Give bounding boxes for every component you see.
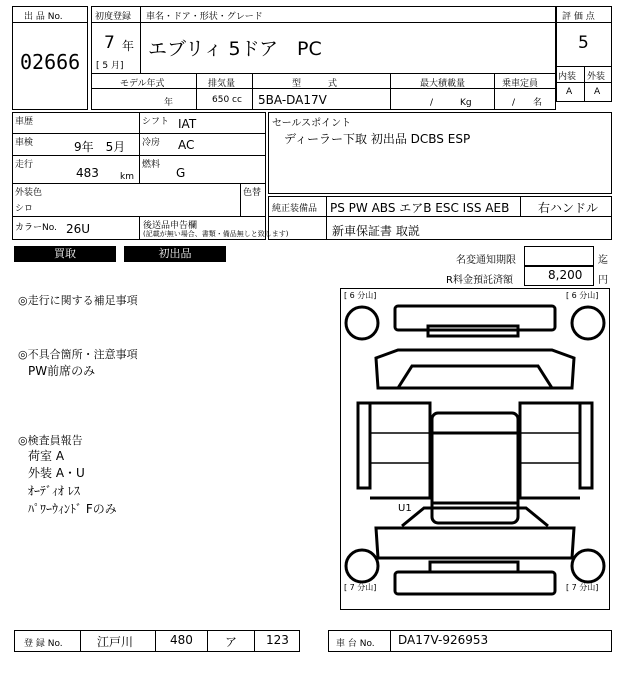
first-listing-tag: 初出品 <box>124 246 226 262</box>
car-name-label: 車名・ドア・形状・グレード <box>146 12 263 22</box>
chassis-label: 車 台 No. <box>336 639 375 649</box>
wheel-rear-right <box>572 550 604 582</box>
sales-point-text: ディーラー下取 初出品 DCBS ESP <box>284 132 471 146</box>
registration-year: 7 <box>104 33 115 53</box>
capacity-label: 乗車定員 <box>502 79 539 89</box>
registration-class: 480 <box>170 633 193 647</box>
rear-bumper <box>395 572 555 594</box>
recycle-label: R料金預託済額 <box>446 275 513 286</box>
wheel-front-right <box>572 307 604 339</box>
displacement: 650 cc <box>212 95 242 105</box>
score-label: 評 価 点 <box>562 12 595 22</box>
front-hood-outline <box>376 350 574 388</box>
right-panel-line <box>520 433 580 463</box>
defects-body: PW前席のみ <box>28 364 96 378</box>
tire-tread-rear-left: [ 7 分山] <box>344 583 377 592</box>
registration-kana: ア <box>225 635 238 649</box>
tire-tread-rear-right: [ 7 分山] <box>566 583 599 592</box>
registration-number: 123 <box>266 633 289 647</box>
interior-label: 内装 <box>558 72 577 82</box>
right-door-line <box>520 403 580 498</box>
interior-score: A <box>566 87 573 97</box>
left-side-profile <box>358 403 370 488</box>
capacity: / 名 <box>512 98 543 108</box>
inspection-value: 9年 5月 <box>74 140 126 154</box>
inspector-line: ｵｰﾃﾞｨｵ ﾚｽ <box>28 484 80 498</box>
mileage-unit: km <box>120 172 134 182</box>
front-windshield-outline <box>398 366 552 388</box>
wheel-front-left <box>346 307 378 339</box>
sales-point-label: セールスポイント <box>272 118 352 129</box>
mileage-value: 483 <box>76 166 99 180</box>
name-change-label: 名変通知期限 <box>456 255 516 266</box>
car-body-diagram <box>340 288 610 610</box>
model-year-unit: 年 <box>164 98 174 108</box>
name-change-box <box>524 246 594 266</box>
shift-label: シフト <box>142 117 170 127</box>
equipment-label: 純正装備品 <box>272 204 318 214</box>
inspector-line: ﾊﾟﾜｰｳｨﾝﾄﾞ Fのみ <box>28 502 117 516</box>
rear-hatch-outline <box>376 528 574 558</box>
displacement-label: 排気量 <box>208 79 236 89</box>
tire-tread-front-left: [ 6 分山] <box>344 291 377 300</box>
model-code: 5BA-DA17V <box>258 93 327 107</box>
ac-value: AC <box>178 138 195 152</box>
exterior-score: A <box>594 87 601 97</box>
lot-number: 02666 <box>20 50 81 74</box>
left-door-line <box>370 403 430 498</box>
car-name: エブリィ 5ドア PC <box>148 38 322 60</box>
right-side-profile <box>580 403 592 488</box>
chassis-number: DA17V-926953 <box>398 633 489 647</box>
aftermarket-label: 後送品申告欄 <box>143 221 198 231</box>
aftermarket-note: (記載が無い場合、書類・備品無しと致します) <box>143 230 289 238</box>
type-label: 型 式 <box>292 79 338 89</box>
ac-label: 冷房 <box>142 138 161 148</box>
exterior-color-label: 外装色 <box>15 188 43 198</box>
fuel-label: 燃料 <box>142 160 161 170</box>
registration-year-unit: 年 <box>122 39 135 53</box>
registration-area: 江戸川 <box>97 635 134 649</box>
score-value: 5 <box>578 33 589 53</box>
rear-plate-area <box>430 562 518 572</box>
inspector-line: 外装 A・U <box>28 466 85 480</box>
shift-value: IAT <box>178 117 197 131</box>
inspection-label: 車検 <box>15 138 34 148</box>
recycle-value: 8,200 <box>548 268 583 282</box>
model-year-label: モデル年式 <box>120 79 165 89</box>
inspector-line: 荷室 A <box>28 449 65 463</box>
registration-label: 登 録 No. <box>24 639 63 649</box>
color-change-label: 色替 <box>243 188 262 198</box>
wheel-rear-left <box>346 550 378 582</box>
inspector-title: ◎検査員報告 <box>18 434 83 447</box>
registration-month: [ 5 月] <box>96 61 124 71</box>
fuel-value: G <box>176 166 186 180</box>
warranty-docs: 新車保証書 取説 <box>332 224 420 238</box>
mileage-label: 走行 <box>15 160 34 170</box>
first-registration-label: 初度登録 <box>95 12 132 22</box>
recycle-unit: 円 <box>598 275 608 286</box>
lot-number-label: 出 品 No. <box>24 12 63 22</box>
driving-notes-title: ◎走行に関する補足事項 <box>18 294 138 307</box>
color-number: 26U <box>66 222 91 236</box>
history-label: 車歴 <box>15 117 34 127</box>
steering-side: 右ハンドル <box>538 201 599 215</box>
color-number-label: カラーNo. <box>15 223 57 233</box>
damage-mark-u1: U1 <box>398 503 412 514</box>
left-panel-line <box>370 433 430 463</box>
max-load: / Kg <box>430 98 472 108</box>
exterior-color: シロ <box>15 204 34 214</box>
max-load-label: 最大積載量 <box>420 79 466 89</box>
equipment-list: PS PW ABS エアB ESC ISS AEB <box>330 201 510 215</box>
defects-title: ◎不具合箇所・注意事項 <box>18 348 138 361</box>
name-change-unit: 迄 <box>598 255 608 266</box>
exterior-label: 外装 <box>587 72 606 82</box>
tire-tread-front-right: [ 6 分山] <box>566 291 599 300</box>
buy-tag: 買取 <box>14 246 116 262</box>
